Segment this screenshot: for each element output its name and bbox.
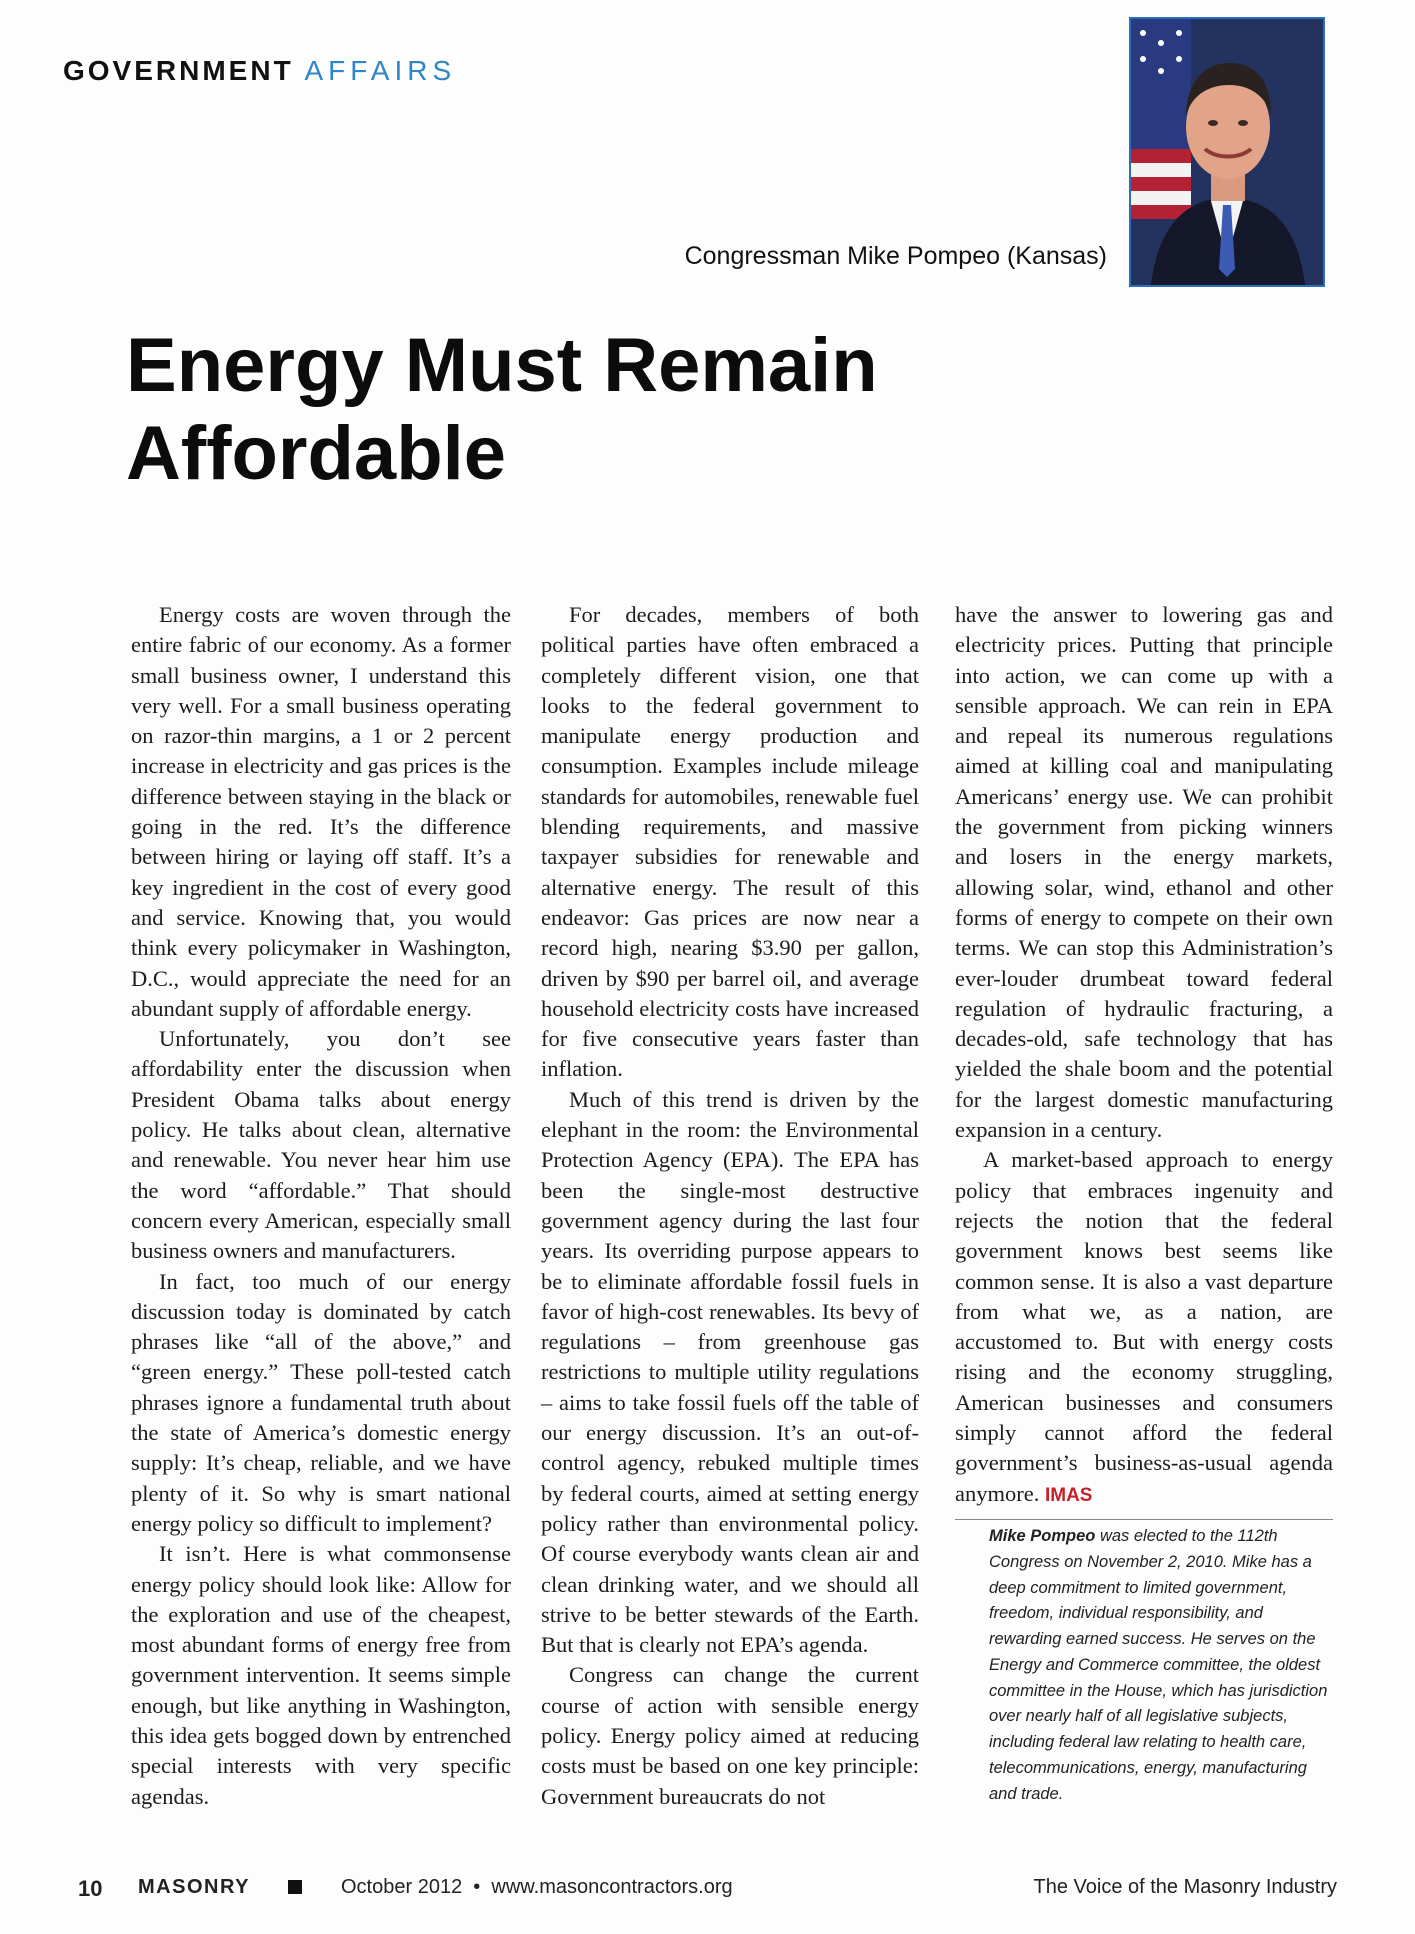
paragraph-text: A market-based approach to energy policy that embraces ingenuity and rejects the notion that the federal government knows best seems like common sense. It is also a vast departure from what we, as a nation, are accustomed to. But with energy costs rising and the economy struggling, American businesses and consumers simply cannot afford the federal government’s business-as-usual agenda anymore.	[955, 1147, 1333, 1506]
page-number: 10	[78, 1876, 103, 1901]
article-column-3	[955, 600, 1333, 1808]
paragraph: Unfortunately, you don’t see affordability enter the discussion when President Obama talks about energy policy. He talks about clean, alternative and renewable. You never hear him use the word “affordable.” That should concern every American, especially small business owners and manufacturers.	[131, 1026, 511, 1264]
footer-tagline: The Voice of the Masonry Industry	[1033, 1876, 1337, 1898]
section-label	[63, 55, 456, 87]
end-mark: IMAS	[1044, 1484, 1093, 1506]
byline: Congressman Mike Pompeo (Kansas)	[684, 242, 1107, 270]
page-footer	[78, 1876, 1337, 1906]
paragraph: Much of this trend is driven by the elephant in the room: the Environmental Protection Agency (EPA). The EPA has been the single-most destructive government agency during the last four years. Its overriding purpose appears to be to eliminate affordable fossil fuels in favor of high-cost renewables. Its bevy of regulations – from greenhouse gas restrictions to multiple utility regulations – aims to take fossil fuels off the table of our energy discussion. It’s an out-of-control agency, rebuked multiple times by federal courts, aimed at setting energy policy rather than environmental policy. Of course everybody wants clean air and clean drinking water, and we should all strive to be better stewards of the Earth. But that is clearly not EPA’s agenda.	[541, 1086, 919, 1658]
article-column-1	[131, 600, 511, 1812]
flag-graphic	[1131, 19, 1191, 219]
headline-line-1: Energy Must Remain	[126, 323, 878, 408]
magazine-name: MASONRY	[138, 1876, 250, 1898]
issue-date-url: October 2012 • www.masoncontractors.org	[341, 1876, 733, 1898]
section-label-accent: AFFAIRS	[304, 55, 457, 86]
paragraph-continued: have the answer to lowering gas and electricity prices. Putting that principle into action, we can come up with a sensible approach. We can rein in EPA and repeal its numerous regulations aimed at killing coal and manipulating Americans’ energy use. We can prohibit the government from picking winners and losers in the energy markets, allowing solar, wind, ethanol and other forms of energy to compete on their own terms. We can stop this Administration’s ever-louder drumbeat toward federal regulation of hydraulic fracturing, a decades-old, safe technology that has yielded the shale boom and the potential for the largest domestic manufacturing expansion in a century.	[955, 602, 1333, 1143]
bio-divider	[955, 1519, 1333, 1520]
paragraph: For decades, members of both political parties have often embraced a completely different vision, one that looks to the federal government to manipulate energy production and consumption. Examples include mileage standards for automobiles, renewable fuel blending requirements, and massive taxpayer subsidies for renewable and alternative energy. The result of this endeavor: Gas prices are now near a record high, nearing $3.90 per gallon, driven by $90 per barrel oil, and average household electricity costs have increased for five consecutive years faster than inflation.	[541, 602, 919, 1082]
section-label-bold: GOVERNMENT	[63, 55, 294, 86]
article-column-2	[541, 600, 919, 1812]
paragraph: Energy costs are woven through the entire fabric of our economy. As a former small business owner, I understand this very well. For a small business operating on razor-thin margins, a 1 or 2 percent increase in electricity and gas prices is the difference between staying in the black or going in the red. It’s the difference between hiring or laying off staff. It’s a key ingredient in the cost of every good and service. Knowing that, you would think every policymaker in Washington, D.C., would appreciate the need for an abundant supply of affordable energy.	[131, 602, 511, 1021]
portrait-photo-icon	[1131, 19, 1323, 285]
author-bio	[989, 1524, 1333, 1808]
paragraph: Congress can change the current course of action with sensible energy policy. Energy policy aimed at reducing costs must be based on one key principle: Government bureaucrats do not	[541, 1662, 919, 1809]
bio-text: was elected to the 112th Congress on November 2, 2010. Mike has a deep commitment to limited government, freedom, individual responsibility, and rewarding earned success. He serves on the Energy and Commerce committee, the oldest committee in the House, which has jurisdiction over nearly half of all legislative subjects, including federal law relating to health care, telecommunications, energy, manufacturing and trade.	[989, 1526, 1328, 1803]
square-bullet-icon	[288, 1880, 302, 1894]
bio-name: Mike Pompeo	[989, 1526, 1096, 1545]
headline	[126, 322, 1026, 498]
portrait-photo	[1129, 17, 1325, 287]
headline-line-2: Affordable	[126, 411, 506, 496]
paragraph	[955, 1145, 1333, 1511]
paragraph: In fact, too much of our energy discussion today is dominated by catch phrases like “all of the above,” and “green energy.” These poll-tested catch phrases ignore a fundamental truth about the state of America’s domestic energy supply: It’s cheap, reliable, and we have plenty of it. So why is smart national energy policy so difficult to implement?	[131, 1268, 511, 1536]
paragraph: It isn’t. Here is what commonsense energy policy should look like: Allow for the exploration and use of the cheapest, most abundant forms of energy free from government intervention. It seems simple enough, but like anything in Washington, this idea gets bogged down by entrenched special interests with very specific agendas.	[131, 1541, 511, 1809]
